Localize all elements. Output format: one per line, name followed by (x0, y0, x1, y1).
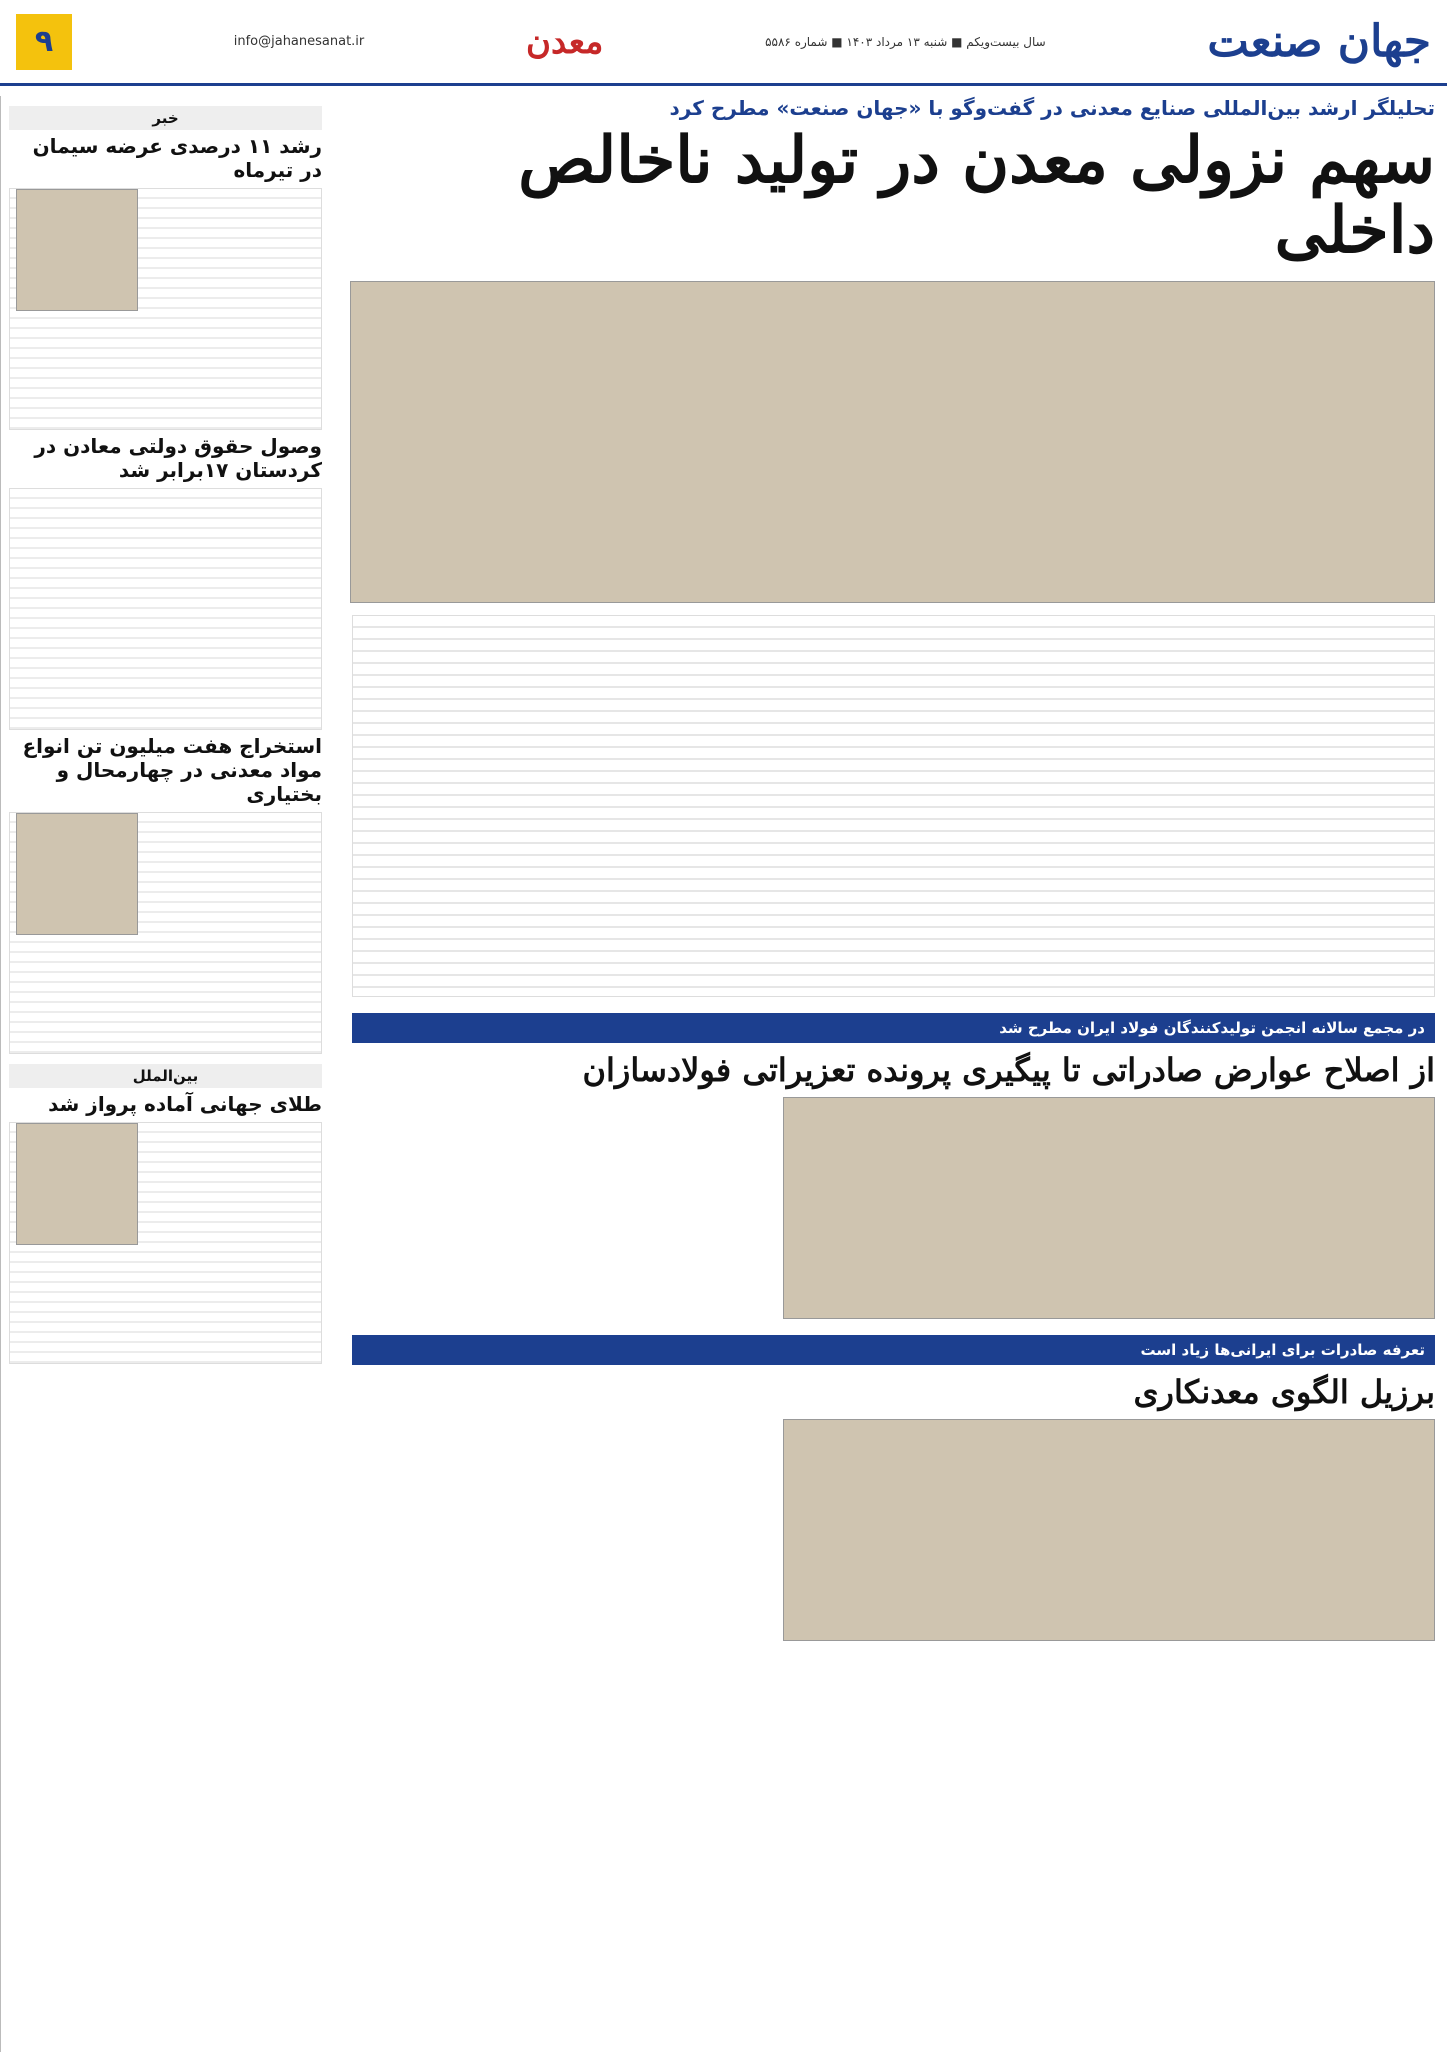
second-photo-steel-plant (783, 1097, 1435, 1319)
sidebar (0, 96, 330, 2052)
lead-headline: سهم نزولی معدن در تولید ناخالص داخلی (518, 123, 1435, 269)
masthead (0, 0, 1447, 86)
contact-email: info@jahanesanat.ir (233, 34, 365, 49)
sidebar-label-international: بین‌الملل (9, 1064, 322, 1088)
third-headline: برزیل الگوی معدنکاری (1133, 1372, 1435, 1411)
lead-kicker: تحلیلگر ارشد بین‌المللی صنایع معدنی در گفت‌وگو با «جهان صنعت» مطرح کرد (669, 96, 1435, 120)
sidebar-body-kurdistan (9, 488, 322, 730)
sidebar-body-chaharmahal (9, 812, 322, 1054)
second-band: در مجمع سالانه انجمن تولیدکنندگان فولاد ایران مطرح شد (352, 1013, 1435, 1043)
second-headline: از اصلاح عوارض صادراتی تا پیگیری پرونده تعزیراتی فولادسازان (582, 1050, 1435, 1089)
lead-body-text (352, 615, 1435, 997)
main-column (340, 96, 1447, 2052)
gold-bars-photo (16, 1123, 138, 1245)
quarry-photo (16, 813, 138, 935)
page-number: ۹ (16, 14, 72, 70)
issue-line: سال بیست‌ویکم ■ شنبه ۱۳ مرداد ۱۴۰۳ ■ شماره ۵۵۸۶ (765, 34, 1046, 49)
newspaper-logo: جهان صنعت (1207, 16, 1431, 67)
lead-photo-mining-excavators (350, 281, 1435, 603)
sidebar-body-cement (9, 188, 322, 430)
sidebar-body-gold (9, 1122, 322, 1364)
cement-bags-photo (16, 189, 138, 311)
sidebar-label-news: خبر (9, 106, 322, 130)
sidebar-headline-chaharmahal: استخراج هفت میلیون تن انواع مواد معدنی در چهارمحال و بختیاری (22, 734, 322, 806)
section-name: معدن (525, 21, 604, 62)
sidebar-headline-kurdistan: وصول حقوق دولتی معادن در کردستان ۱۷برابر شد (34, 434, 322, 482)
sidebar-headline-cement: رشد ۱۱ درصدی عرضه سیمان در تیرماه (32, 134, 322, 182)
third-band: تعرفه صادرات برای ایرانی‌ها زیاد است (352, 1335, 1435, 1365)
third-photo-mine-tunnel (783, 1419, 1435, 1641)
sidebar-headline-gold: طلای جهانی آماده پرواز شد (48, 1092, 322, 1116)
